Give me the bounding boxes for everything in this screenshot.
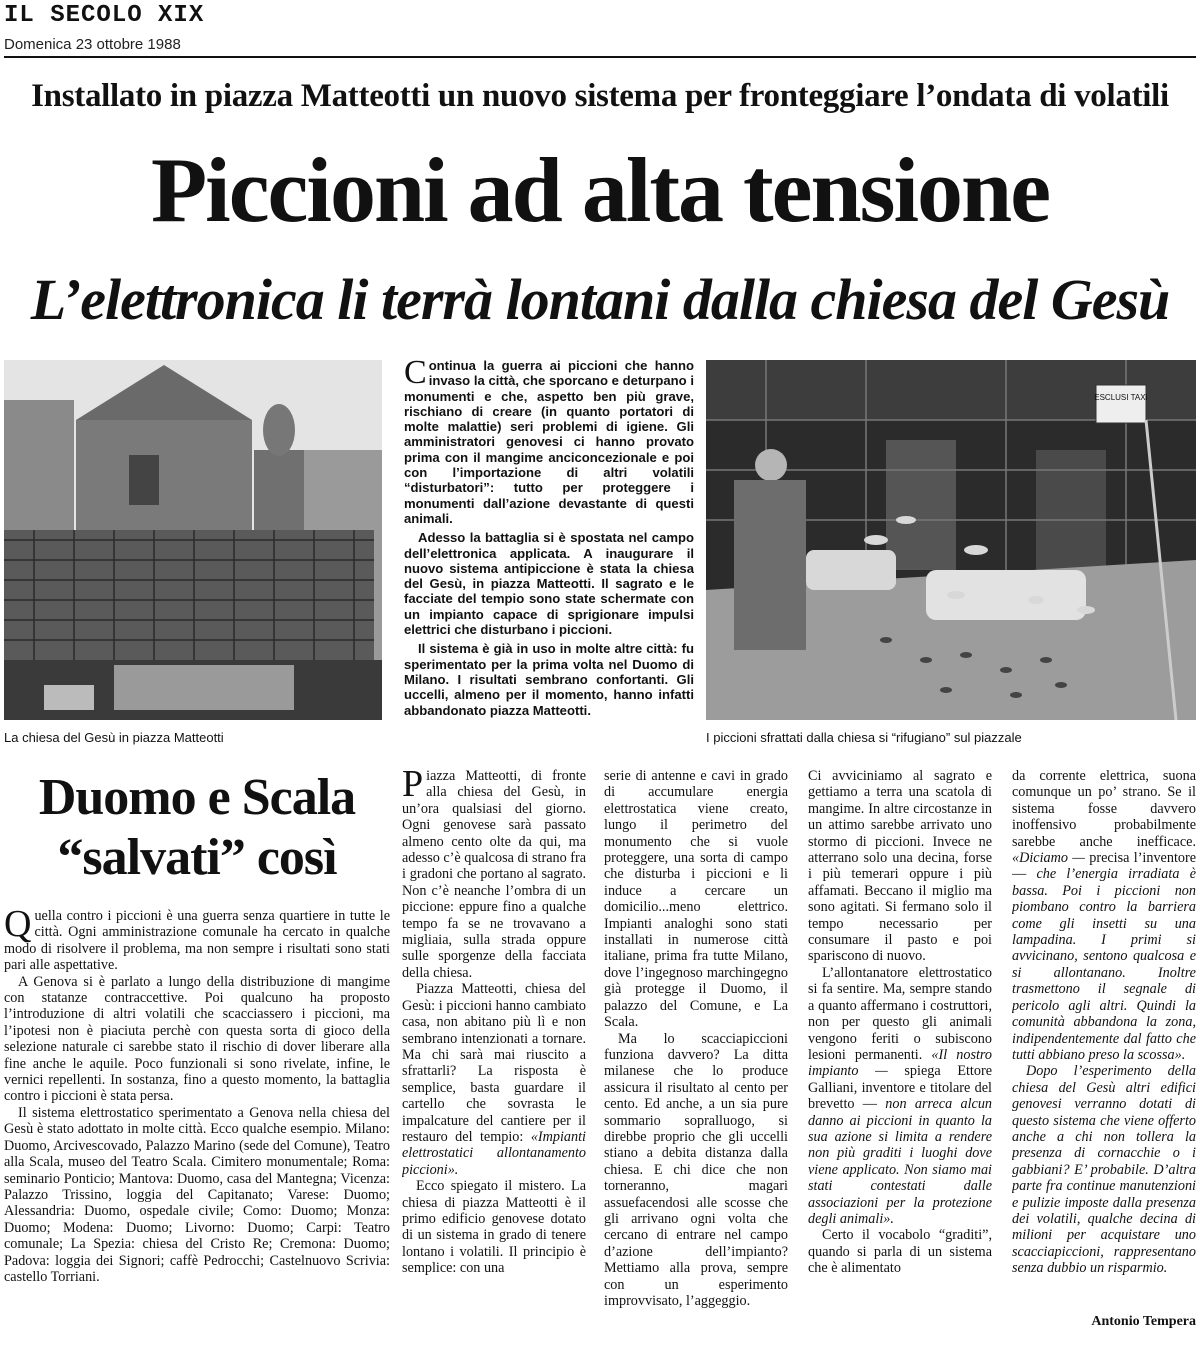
article-column-4	[1012, 768, 1196, 1336]
taxi-sign: ESCLUSI TAXI	[1094, 393, 1148, 402]
column-3-paragraph-1: Ci avviciniamo al sagrato e gettiamo a terra una scatola di mangime. In altre circostanze in un attimo sarebbe arrivato uno stormo di piccioni. Invece ne atterrano solo una decina, forse i più temerari oppure i più affamati. Beccano il miglio ma sono agitati. Si fermano solo il tempo necessario per consumare il pasto e poi spariscono di nuovo.	[808, 768, 992, 965]
column-1-paragraph-1: iazza Matteotti, di fronte alla chiesa del Gesù, in un’ora qualsiasi del giorno. Ogni genovese sarà passato almeno cento olte da qui, ma adesso c’è qualcosa di strano fra i gradoni che portano al sagrato. Non c’è neanche l’ombra di un piccione: eppure fino a qualche tempo fa se ne trovavano a migliaia, sulla strada oppure sulle sporgenze della facciata della chiesa.	[402, 768, 586, 981]
lead-paragraph-3: Il sistema è già in uso in molte altre città: fu sperimentato per la prima volta nel Duomo di Milano. I risultati sembrano confortanti. Gli uccelli, almeno per il momento, hanno infatti abbandonato piazza Matteotti.	[404, 641, 694, 718]
sidebar-title-line-1: Duomo e Scala	[38, 769, 356, 826]
column-3-paragraph-2: L’allontanatore elettrostatico si fa sentire. Ma, sempre stando a quanto affermano i costruttori, non per questo gli animali vengono feriti o subiscono lesioni permanenti.	[808, 964, 992, 1063]
sidebar-paragraph-1: uella contro i piccioni è una guerra senza quartiere in tutte le città. Ogni amministrazione comunale ha cercato in qualche modo di risolvere il problema, ma non sempre i risultati sono stati pari alle aspettative.	[4, 908, 390, 974]
kicker-headline: Installato in piazza Matteotti un nuovo sistema per fronteggiare l’ondata di volatili	[31, 78, 1169, 114]
sub-headline: L’elettronica li terrà lontani dalla chiesa del Gesù	[30, 267, 1170, 332]
lead-dropcap: C	[404, 358, 427, 391]
sidebar-title	[4, 768, 390, 888]
column-2-paragraph-2: Ma lo scacciapiccioni funziona davvero? La ditta milanese che lo produce assicura il risultato al cento per cento. Ed anche, a un sia pure sommario sopralluogo, si direbbe proprio che gli uccelli stiano a debita distanza dalla chiesa. E chi dice che non torneranno, magari assuefacendosi alle scosse che gli arrivano ogni volta che cercano di entrare nel campo d’azione dell’impianto? Mettiamo alla prova, sempre con un esperimento improvvisato, l’aggeggio.	[604, 1030, 788, 1309]
sidebar-body	[4, 908, 390, 1328]
pigeons-photo	[706, 360, 1196, 720]
article-column-2	[604, 768, 788, 1336]
publication-date: Domenica 23 ottobre 1988	[4, 36, 181, 53]
church-illustration	[4, 360, 382, 720]
lead-paragraph-2: Adesso la battaglia si è spostata nel campo dell’elettronica applicata. A inaugurare il nuovo sistema antipiccione è stata la chiesa del Gesù, in piazza Matteotti. Il sagrato e le facciate del tempio sono state schermate con un impianto capace di sprigionare impulsi elettrici che disturbano i piccioni.	[404, 530, 694, 638]
article-lead	[404, 358, 694, 748]
main-headline: Piccioni ad alta tensione	[150, 139, 1050, 241]
sidebar-paragraph-2: A Genova si è parlato a lungo della distribuzione di mangime con statanze contraccettive. Poi qualcuno ha proposto l’introduzione di altri volatili che scacciassero i piccioni, ma l’ipotesi non è piaciuta perchè con questa sorta di gioco della selezione naturale ci sarebbe stato il rischio di dover liberare alla fine anche le aquile. Poco funzionali si sono rivelate, infine, le vernici repellenti. In sostanza, fino a questo momento, la battaglia contro i piccioni è stata persa.	[4, 973, 390, 1105]
column-4-quote-b: che l’energia irradiata è bassa. Poi i piccioni non piombano contro la barriera come gli insetti su una lampadina. I primi si avvicinano, sentono qualcosa e si allontanano. Inoltre trasmettono il segnale di pericolo agli altri. Quindi la comunità abbandona la zona, indipendentemente dal fatto che tutti abbiano preso la scossa».	[1012, 866, 1196, 1063]
church-photo	[4, 360, 382, 720]
column-3-attribution: spiega Ettore Galliani, inventore e titolare del brevetto —	[808, 1063, 992, 1113]
lead-paragraph-1: ontinua la guerra ai piccioni che hanno invaso la città, che sporcano e deturpano i monumenti e che, aspetto ben più grave, rischiano di creare (in quanto portatori di molte malattie) seri problemi di igiene. Gli amministratori genovesi ci hanno provato prima con il mangime anciconcezionale e poi con l’importazione di altri volatili “disturbatori”: tutto per proteggere i monumenti dall’azione devastante di questi animali.	[404, 358, 694, 526]
column-1-quote: «Impianti elettrostatici allontanamento piccioni».	[402, 1128, 586, 1178]
sidebar-title-line-2: “salvati” così	[57, 829, 337, 886]
sidebar-dropcap: Q	[4, 908, 32, 945]
column-4-attribution: precisa l’inventore —	[1012, 850, 1196, 883]
column-3-quote-b: non arreca alcun danno ai piccioni in quanto la sua azione si limita a rendere non più graditi i luoghi dove viene applicato. Non siamo mai stati contestati dalle associazioni per la protezione degli animali».	[808, 1096, 992, 1227]
column-1-dropcap: P	[402, 768, 424, 805]
column-3-paragraph-3: Certo il vocabolo “graditi”, quando si parla di un sistema che è alimentato	[808, 1227, 992, 1277]
article-column-3	[808, 768, 992, 1336]
column-1-paragraph-2: Piazza Matteotti, chiesa del Gesù: i piccioni hanno cambiato casa, non abitano più lì e non sembrano intenzionati a tornare. Ma chi sarà mai riuscito a sfrattarli? La risposta è semplice, basta guardare il cartello che sovrasta le impalcature del cantiere per il restauro del tempio:	[402, 981, 586, 1145]
column-4-quote-a: «Diciamo —	[1012, 850, 1085, 867]
byline: Antonio Tempera	[1091, 1314, 1196, 1329]
column-3-quote-a: «Il nostro impianto —	[808, 1046, 992, 1080]
column-4-paragraph-2: Dopo l’esperimento della chiesa del Gesù altri edifici genovesi verranno dotati di questo sistema che viene offerto anche a chi non tollera la presenza di cornacchie o i gabbiani? E’ probabile. D’altra parte fra continue manutenzioni e pulizie imposte dalla presenza dei volatili, qualche decina di milioni per acquistare uno scacciapiccioni, rappresentano senza dubbio un risparmio.	[1012, 1063, 1196, 1277]
newspaper-name: IL SECOLO XIX	[4, 2, 205, 29]
column-2-paragraph-1: serie di antenne e cavi in grado di accumulare energia elettrostatica viene creato, lungo il perimetro del monumento che si vuole proteggere, una sorta di campo che disturba i piccioni e li induce a cercare un domicilio...meno elettrico. Impianti analoghi sono stati installati in numerose città italiane, prima fra tutte Milano, dove l’ingegnoso marchingegno già protegge il Duomo, il palazzo del Comune, e La Scala.	[604, 768, 788, 1031]
column-4-paragraph-1: da corrente elettrica, suona comunque un po’ strano. Se il sistema fosse davvero inoffensivo probabilmente sarebbe anche inefficace.	[1012, 768, 1196, 850]
sidebar-paragraph-3: Il sistema elettrostatico sperimentato a Genova nella chiesa del Gesù è stato adottato in molte città. Ecco qualche esempio. Milano: Duomo, Arcivescovado, Palazzo Marino (sede del Comune), Teatro alla Scala, museo del Teatro Scala. Cimitero monumentale; Roma: seminario Ponticio; Mantova: Duomo, casa del Mantegna; Vicenza: Palazzo Trissino, loggia del Capitanato; Varese: Duomo; Alessandria: Duomo, ospedale civile; Como: Duomo; Monza: Duomo; Modena: Duomo; Livorno: Duomo; Carpi: Teatro comunale; La Spezia: chiesa del Cristo Re; Cremona: Duomo; Padova: loggia dei Signori; caffè Pedrocchi; Castelnuovo Scrivia: castello Torriani.	[4, 1104, 390, 1285]
masthead	[4, 2, 1196, 58]
column-1-paragraph-3: Ecco spiegato il mistero. La chiesa di piazza Matteotti è il primo edificio genovese dotato di un sistema in grado di tenere lontano i volatili. Il principio è semplice: con una	[402, 1178, 586, 1277]
church-photo-caption: La chiesa del Gesù in piazza Matteotti	[4, 730, 224, 745]
pigeons-illustration	[706, 360, 1196, 720]
pigeons-photo-caption: I piccioni sfrattati dalla chiesa si “rifugiano” sul piazzale	[706, 730, 1022, 745]
article-column-1	[402, 768, 586, 1336]
